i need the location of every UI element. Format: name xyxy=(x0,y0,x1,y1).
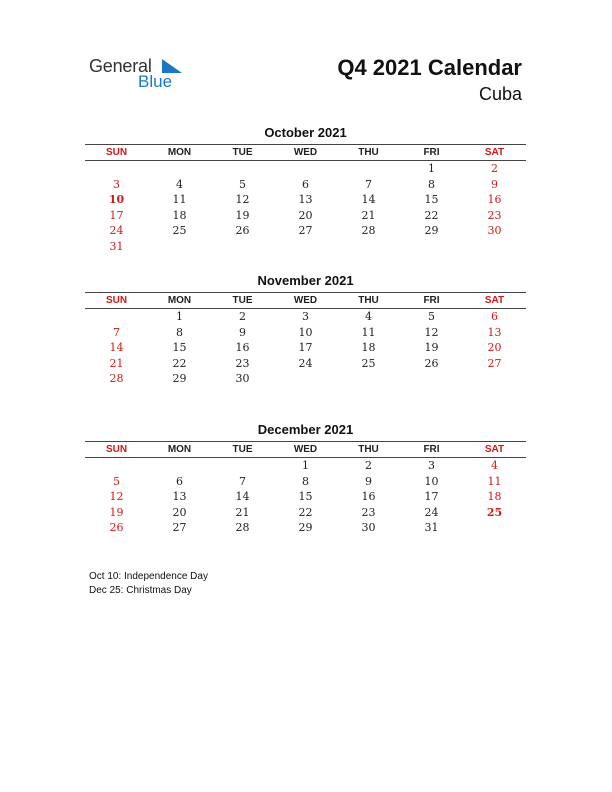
day-cell: 22 xyxy=(298,505,313,519)
day-cell: 1 xyxy=(176,310,183,323)
week-row xyxy=(85,340,526,356)
day-cell: 11 xyxy=(172,193,187,207)
day-cell: 22 xyxy=(424,208,439,222)
day-cell: 20 xyxy=(487,341,502,355)
day-cell xyxy=(274,371,337,387)
day-cell: 21 xyxy=(109,356,124,370)
logo-word-general: General xyxy=(89,56,152,76)
day-cell: 27 xyxy=(172,521,187,535)
day-cell: 23 xyxy=(235,356,250,370)
day-cell: 28 xyxy=(235,521,250,535)
day-cell: 12 xyxy=(235,193,250,207)
day-cell: 19 xyxy=(109,505,124,519)
day-cell: 15 xyxy=(298,490,313,504)
week-row xyxy=(85,309,526,325)
day-cell: 29 xyxy=(424,224,439,238)
day-cell: 7 xyxy=(113,325,120,339)
weekday-header xyxy=(85,144,526,161)
day-cell: 17 xyxy=(424,490,439,504)
day-cell: 6 xyxy=(302,177,309,191)
holiday-notes xyxy=(89,570,208,598)
weekday-label: SUN xyxy=(105,444,128,455)
week-row xyxy=(85,489,526,505)
weekday-label: FRI xyxy=(423,295,440,306)
week-row xyxy=(85,371,526,387)
day-cell: 9 xyxy=(365,474,372,488)
day-cell: 18 xyxy=(487,490,502,504)
logo-triangle-icon xyxy=(160,59,182,73)
day-cell: 15 xyxy=(172,341,187,355)
day-cell: 13 xyxy=(298,193,313,207)
day-cell: 28 xyxy=(361,224,376,238)
day-cell: 9 xyxy=(491,177,498,191)
day-cell xyxy=(400,371,463,387)
weekday-header xyxy=(85,441,526,458)
week-row xyxy=(85,161,526,177)
month-name: October 2021 xyxy=(264,125,347,140)
day-cell: 8 xyxy=(176,325,183,339)
day-cell: 31 xyxy=(109,239,124,253)
day-cell: 26 xyxy=(109,521,124,535)
day-cell: 7 xyxy=(365,177,372,191)
day-cell: 30 xyxy=(361,521,376,535)
holiday-day-cell: 25 xyxy=(486,505,503,519)
weekday-label: TUE xyxy=(232,444,253,455)
month-name: December 2021 xyxy=(257,422,354,437)
day-cell: 10 xyxy=(424,474,439,488)
day-cell: 22 xyxy=(172,356,187,370)
month-block xyxy=(85,421,526,536)
day-cell: 14 xyxy=(235,490,250,504)
day-cell: 24 xyxy=(298,356,313,370)
day-cell: 5 xyxy=(239,177,246,191)
day-cell: 26 xyxy=(424,356,439,370)
day-cell: 3 xyxy=(428,459,435,472)
weekday-label: TUE xyxy=(232,147,253,158)
month-name: November 2021 xyxy=(257,273,354,288)
day-cell xyxy=(463,371,526,387)
day-cell: 12 xyxy=(109,490,124,504)
day-cell: 20 xyxy=(172,505,187,519)
day-cell: 2 xyxy=(491,162,498,175)
day-cell xyxy=(337,371,400,387)
weekday-label: MON xyxy=(167,147,192,158)
weekday-label: FRI xyxy=(423,147,440,158)
day-cell: 29 xyxy=(298,521,313,535)
day-cell: 14 xyxy=(109,341,124,355)
weekday-label: SAT xyxy=(484,147,505,158)
week-row xyxy=(85,520,526,536)
day-cell: 19 xyxy=(424,341,439,355)
week-row xyxy=(85,192,526,208)
day-cell xyxy=(211,161,274,177)
day-cell: 19 xyxy=(235,208,250,222)
day-cell: 20 xyxy=(298,208,313,222)
weekday-label: THU xyxy=(358,295,379,306)
weekday-label: THU xyxy=(358,147,379,158)
day-cell: 1 xyxy=(302,459,309,472)
day-cell: 5 xyxy=(113,474,120,488)
week-row xyxy=(85,474,526,490)
day-cell xyxy=(400,239,463,255)
day-cell: 18 xyxy=(172,208,187,222)
day-cell xyxy=(337,239,400,255)
holiday-note: Oct 10: Independence Day xyxy=(89,571,208,582)
weekday-label: MON xyxy=(167,295,192,306)
day-cell: 26 xyxy=(235,224,250,238)
day-cell: 1 xyxy=(428,162,435,175)
day-cell: 9 xyxy=(239,325,246,339)
day-cell: 5 xyxy=(428,310,435,323)
day-cell: 24 xyxy=(424,505,439,519)
month-block xyxy=(85,272,526,387)
weekday-label: SUN xyxy=(105,147,128,158)
day-cell xyxy=(274,161,337,177)
month-block xyxy=(85,124,526,255)
day-cell: 3 xyxy=(113,177,120,191)
day-cell: 23 xyxy=(487,208,502,222)
day-cell: 18 xyxy=(361,341,376,355)
day-cell xyxy=(148,458,211,474)
weekday-label: SUN xyxy=(105,295,128,306)
day-cell: 30 xyxy=(235,372,250,386)
day-cell: 28 xyxy=(109,372,124,386)
week-row xyxy=(85,505,526,521)
weekday-label: SAT xyxy=(484,444,505,455)
day-cell: 6 xyxy=(491,310,498,323)
weekday-label: TUE xyxy=(232,295,253,306)
day-cell: 27 xyxy=(487,356,502,370)
day-cell: 30 xyxy=(487,224,502,238)
weekday-header xyxy=(85,292,526,309)
day-cell: 24 xyxy=(109,224,124,238)
day-cell xyxy=(337,161,400,177)
country-name: Cuba xyxy=(478,84,522,104)
day-cell xyxy=(274,239,337,255)
week-row xyxy=(85,223,526,239)
day-cell xyxy=(148,239,211,255)
week-row xyxy=(85,325,526,341)
day-cell xyxy=(211,239,274,255)
day-cell: 25 xyxy=(172,224,187,238)
day-cell xyxy=(148,161,211,177)
day-cell: 14 xyxy=(361,193,376,207)
day-cell: 23 xyxy=(361,505,376,519)
day-cell: 11 xyxy=(361,325,376,339)
page-title: Q4 2021 Calendar xyxy=(337,55,522,80)
day-cell: 3 xyxy=(302,310,309,323)
weekday-label: WED xyxy=(293,295,318,306)
logo-word-blue: Blue xyxy=(138,72,173,91)
logo xyxy=(89,56,189,96)
day-cell: 4 xyxy=(491,459,498,472)
weekday-label: THU xyxy=(358,444,379,455)
day-cell: 21 xyxy=(235,505,250,519)
day-cell: 11 xyxy=(487,474,502,488)
weekday-label: SAT xyxy=(484,295,505,306)
day-cell: 16 xyxy=(487,193,502,207)
holiday-note: Dec 25: Christmas Day xyxy=(89,585,192,596)
day-cell: 17 xyxy=(298,341,313,355)
day-cell: 15 xyxy=(424,193,439,207)
day-cell: 4 xyxy=(176,177,183,191)
day-cell xyxy=(463,520,526,536)
weekday-label: WED xyxy=(293,444,318,455)
day-cell: 7 xyxy=(239,474,246,488)
week-row xyxy=(85,208,526,224)
day-cell: 12 xyxy=(424,325,439,339)
day-cell: 25 xyxy=(361,356,376,370)
day-cell: 13 xyxy=(487,325,502,339)
day-cell: 6 xyxy=(176,474,183,488)
weekday-label: WED xyxy=(293,147,318,158)
day-cell xyxy=(211,458,274,474)
week-row xyxy=(85,356,526,372)
day-cell: 8 xyxy=(302,474,309,488)
day-cell: 27 xyxy=(298,224,313,238)
week-row xyxy=(85,177,526,193)
day-cell xyxy=(85,458,148,474)
week-row xyxy=(85,239,526,255)
day-cell: 31 xyxy=(424,521,439,535)
weekday-label: MON xyxy=(167,444,192,455)
weekday-label: FRI xyxy=(423,444,440,455)
day-cell: 2 xyxy=(365,459,372,472)
day-cell: 4 xyxy=(365,310,372,323)
day-cell xyxy=(463,239,526,255)
day-cell: 2 xyxy=(239,310,246,323)
day-cell: 8 xyxy=(428,177,435,191)
day-cell: 16 xyxy=(235,341,250,355)
day-cell: 17 xyxy=(109,208,124,222)
day-cell: 29 xyxy=(172,372,187,386)
day-cell xyxy=(85,161,148,177)
day-cell xyxy=(85,309,148,325)
holiday-day-cell: 10 xyxy=(108,193,125,207)
day-cell: 21 xyxy=(361,208,376,222)
day-cell: 16 xyxy=(361,490,376,504)
day-cell: 13 xyxy=(172,490,187,504)
day-cell: 10 xyxy=(298,325,313,339)
week-row xyxy=(85,458,526,474)
